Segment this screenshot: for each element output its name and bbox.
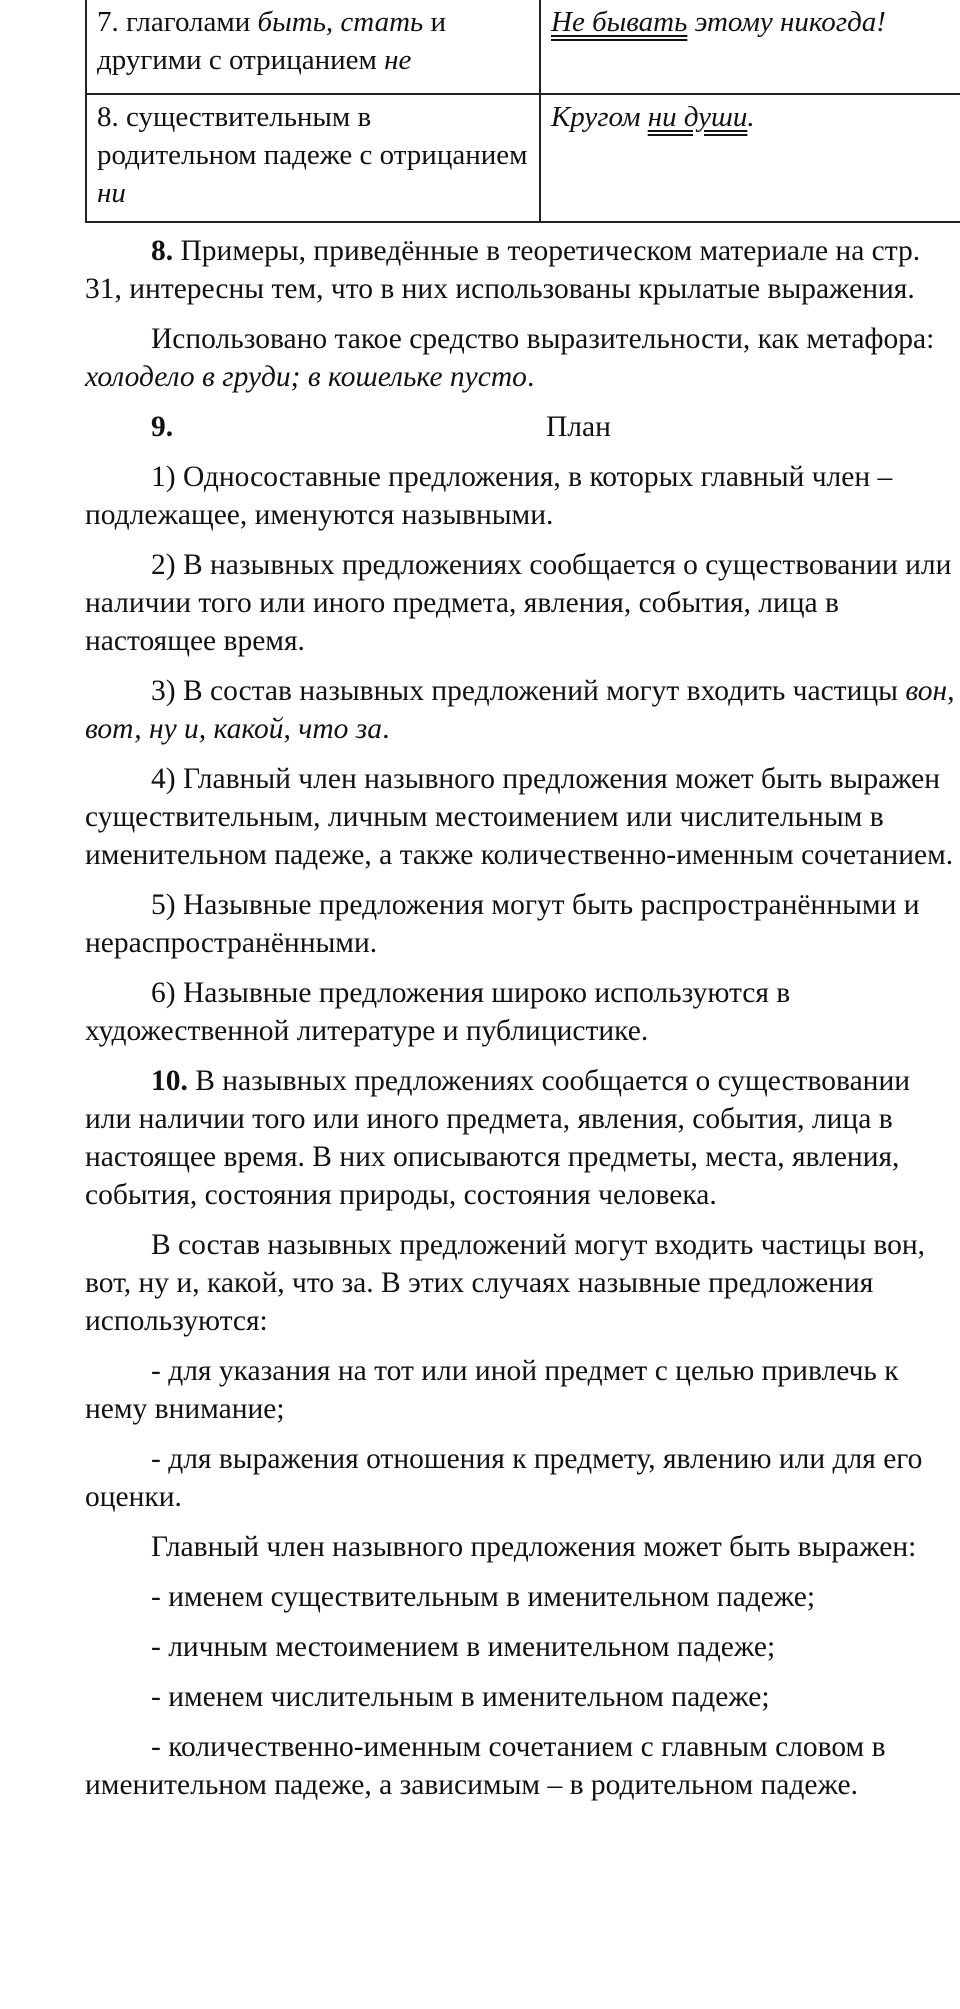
cell-text: Кругом [551, 101, 648, 133]
body-text [85, 232, 959, 1816]
paragraph-text: . [526, 361, 535, 393]
paragraph-text: 3) В состав назывных предложений могут входить частицы [151, 675, 906, 707]
cell-text: этому никогда! [687, 6, 886, 38]
plan-heading [85, 408, 959, 446]
plan-item: 6) Назывные предложения широко используются в художественной литературе и публицистике. [85, 977, 791, 1047]
underlined-phrase: Не бывать [551, 6, 688, 38]
paragraph-text: . [382, 713, 390, 745]
cell-italic-text: не [384, 44, 412, 76]
cell-text: 7. глаголами [97, 6, 258, 38]
list-item: - именем числительным в именительном падеже; [151, 1681, 770, 1713]
task-number: 8. [151, 235, 174, 267]
plan-item: 1) Односоставные предложения, в которых главный член – подлежащее, именуются назывными. [85, 461, 893, 531]
paragraph-8-metaphor [85, 320, 959, 396]
table-row [86, 94, 960, 222]
list-item: - личным местоимением в именительном падеже; [151, 1631, 776, 1663]
paragraph-text: В назывных предложениях сообщается о существовании или наличии того или иного предмета, явления, события, лица в настоящее время. В них описываются предметы, места, явления, события, состояния природы, состояния человека. [85, 1065, 911, 1211]
task-number: 9. [151, 411, 174, 443]
plan-title: План [546, 411, 611, 443]
table-cell-rule [86, 94, 540, 222]
cell-italic-text: быть, стать [257, 6, 424, 38]
cell-text: . [747, 101, 755, 133]
paragraph: Главный член назывного предложения может быть выражен: [151, 1531, 917, 1563]
grammar-table [85, 0, 960, 223]
table-row [86, 0, 960, 94]
list-item: - количественно-именным сочетанием с главным словом в именительном падеже, а зависимым – в родительном падеже. [85, 1731, 886, 1801]
paragraph-text: Использовано такое средство выразительности, как метафора: [151, 323, 935, 355]
paragraph-text: Примеры, приведённые в теоретическом материале на стр. 31, интересны тем, что в них использованы крылатые выражения. [85, 235, 921, 305]
cell-text: 8. существительным в родительном падеже с отрицанием [97, 101, 528, 171]
plan-item [85, 672, 959, 748]
italic-example: вон, вот, ну и, какой, что за [85, 675, 955, 745]
plan-item: 5) Назывные предложения могут быть распространёнными и нераспространёнными. [85, 889, 920, 959]
table-cell-rule [86, 0, 540, 94]
cell-text: и другими с отрицанием [97, 6, 446, 76]
list-item: - именем существительным в именительном падеже; [151, 1581, 816, 1613]
list-item: - для выражения отношения к предмету, явлению или для его оценки. [85, 1443, 923, 1513]
table-cell-example [540, 0, 960, 94]
underlined-phrase: ни души [647, 101, 748, 133]
italic-example: холодело в груди; в кошельке пусто [85, 361, 527, 393]
paragraph-10 [85, 1062, 959, 1214]
task-number: 10. [151, 1065, 188, 1097]
cell-italic-text: ни [97, 177, 126, 209]
plan-item: 4) Главный член назывного предложения может быть выражен существительным, личным местоимением или числительным в именительном падеже, а также количественно-именным сочетанием. [85, 763, 954, 871]
list-item: - для указания на тот или иной предмет с целью привлечь к нему внимание; [85, 1355, 899, 1425]
paragraph-8 [85, 232, 959, 308]
plan-item: 2) В назывных предложениях сообщается о существовании или наличии того или иного предмета, явления, события, лица в настоящее время. [85, 549, 952, 657]
table-cell-example [540, 94, 960, 222]
paragraph: В состав назывных предложений могут входить частицы вон, вот, ну и, какой, что за. В этих случаях назывные предложения используются: [85, 1229, 926, 1337]
